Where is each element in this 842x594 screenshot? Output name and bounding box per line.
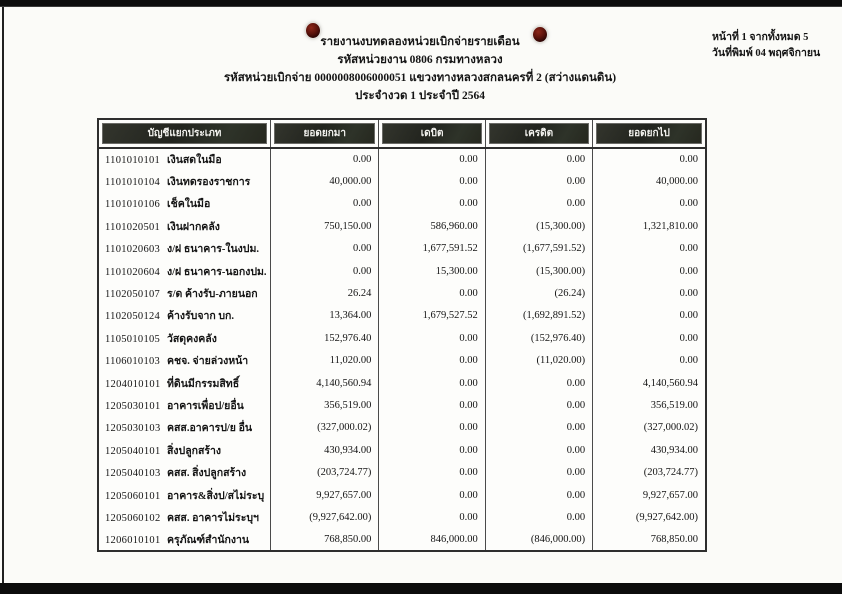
account-cell bbox=[98, 148, 271, 170]
cell-carry-forward: 0.00 bbox=[271, 238, 379, 260]
account-cell bbox=[98, 282, 271, 304]
cell-balance: 356,519.00 bbox=[650, 399, 698, 411]
table-row bbox=[98, 260, 706, 282]
account-cell bbox=[98, 417, 271, 439]
account-code: 1204010101 bbox=[105, 378, 161, 390]
cell-credit: 0.00 bbox=[485, 170, 592, 192]
scan-edge-top bbox=[0, 0, 842, 7]
cell-debit: 0.00 bbox=[379, 417, 485, 439]
account-code: 1102050124 bbox=[105, 311, 161, 323]
cell-credit: 0.00 bbox=[485, 394, 592, 416]
account-code: 1205060102 bbox=[105, 512, 161, 524]
table-row bbox=[98, 484, 706, 506]
account-name: วัสดุคงคลัง bbox=[167, 333, 217, 345]
account-code: 1105010105 bbox=[105, 333, 161, 345]
account-name: คชจ. จ่ายล่วงหน้า bbox=[167, 356, 249, 368]
cell-debit: 0.00 bbox=[379, 350, 485, 372]
cell-balance: 9,927,657.00 bbox=[642, 489, 698, 501]
account-name: ที่ดินมีกรรมสิทธิ์ bbox=[167, 378, 240, 390]
cell-credit: (15,300.00) bbox=[485, 215, 592, 237]
cell-balance: 0.00 bbox=[679, 154, 698, 166]
cell-carry-forward: 0.00 bbox=[271, 148, 379, 170]
cell-carry-forward: 9,927,657.00 bbox=[271, 484, 379, 506]
account-code: 1102050107 bbox=[105, 289, 161, 301]
cell-carry-forward: 26.24 bbox=[271, 282, 379, 304]
account-cell bbox=[98, 372, 271, 394]
account-name: เงินฝากคลัง bbox=[167, 221, 220, 233]
cell-credit: 0.00 bbox=[485, 372, 592, 394]
scan-edge-left bbox=[2, 7, 4, 583]
account-name: คสส. สิ่งปลูกสร้าง bbox=[167, 468, 247, 480]
table-row bbox=[98, 372, 706, 394]
cell-carry-forward: 40,000.00 bbox=[271, 170, 379, 192]
cell-debit: 0.00 bbox=[379, 461, 485, 483]
table-row bbox=[98, 170, 706, 192]
account-name: เงินสดในมือ bbox=[167, 155, 222, 167]
cell-balance: 768,850.00 bbox=[650, 533, 698, 545]
cell-balance: 0.00 bbox=[679, 198, 698, 210]
account-cell bbox=[98, 238, 271, 260]
cell-debit: 15,300.00 bbox=[379, 260, 485, 282]
cell-debit: 0.00 bbox=[379, 327, 485, 349]
cell-credit: 0.00 bbox=[485, 417, 592, 439]
account-name: อาคาร&สิ่งป/สไม่ระบุ bbox=[167, 490, 265, 502]
account-code: 1205040101 bbox=[105, 445, 161, 457]
cell-balance: (327,000.02) bbox=[643, 422, 698, 434]
cell-credit: 0.00 bbox=[485, 439, 592, 461]
cell-balance: 1,321,810.00 bbox=[642, 220, 698, 232]
page-number-text: หน้าที่ 1 จากทั้งหมด 5 bbox=[712, 32, 809, 43]
cell-credit: (152,976.40) bbox=[485, 327, 592, 349]
cell-debit: 846,000.00 bbox=[379, 529, 485, 551]
account-code: 1205060101 bbox=[105, 490, 161, 502]
account-cell bbox=[98, 439, 271, 461]
cell-carry-forward: 750,150.00 bbox=[271, 215, 379, 237]
cell-carry-forward: 0.00 bbox=[271, 260, 379, 282]
report-title: รายงานงบทดลองหน่วยเบิกจ่ายรายเดือน bbox=[320, 36, 520, 48]
account-cell bbox=[98, 350, 271, 372]
table-row bbox=[98, 238, 706, 260]
cell-balance: 4,140,560.94 bbox=[642, 377, 698, 389]
column-header-account bbox=[98, 119, 271, 148]
account-code: 1101010104 bbox=[105, 177, 161, 189]
column-header-chip: ยอดยกไป bbox=[596, 123, 702, 144]
table-row bbox=[98, 327, 706, 349]
cell-debit: 0.00 bbox=[379, 506, 485, 528]
column-header-chip: ยอดยกมา bbox=[274, 123, 375, 144]
table-row bbox=[98, 394, 706, 416]
cell-credit: (1,677,591.52) bbox=[485, 238, 592, 260]
account-code: 1101020603 bbox=[105, 244, 161, 256]
account-cell bbox=[98, 305, 271, 327]
table-row bbox=[98, 350, 706, 372]
cell-carry-forward: 430,934.00 bbox=[271, 439, 379, 461]
cell-carry-forward: 152,976.40 bbox=[271, 327, 379, 349]
table-row bbox=[98, 193, 706, 215]
cell-carry-forward: (327,000.02) bbox=[271, 417, 379, 439]
column-header-carry-forward bbox=[271, 119, 379, 148]
print-date-text: วันที่พิมพ์ 04 พฤศจิกายน bbox=[712, 48, 821, 59]
cell-credit: 0.00 bbox=[485, 193, 592, 215]
cell-balance: 430,934.00 bbox=[650, 444, 698, 456]
account-cell bbox=[98, 215, 271, 237]
table-row bbox=[98, 417, 706, 439]
agency-code-line: รหัสหน่วยงาน 0806 กรมทางหลวง bbox=[337, 54, 503, 66]
account-name: ร/ด ค้างรับ-ภายนอก bbox=[167, 289, 258, 301]
account-cell bbox=[98, 260, 271, 282]
table-row bbox=[98, 529, 706, 551]
cell-carry-forward: 11,020.00 bbox=[271, 350, 379, 372]
account-cell bbox=[98, 170, 271, 192]
cell-credit: 0.00 bbox=[485, 148, 592, 170]
table-row bbox=[98, 506, 706, 528]
account-name: อาคารเพื่อป/ยอื่น bbox=[167, 400, 244, 412]
account-code: 1205030101 bbox=[105, 400, 161, 412]
table-row bbox=[98, 461, 706, 483]
cell-debit: 586,960.00 bbox=[379, 215, 485, 237]
cell-debit: 0.00 bbox=[379, 439, 485, 461]
account-code: 1101020501 bbox=[105, 221, 161, 233]
account-name: เช็คในมือ bbox=[167, 199, 211, 211]
cell-carry-forward: 4,140,560.94 bbox=[271, 372, 379, 394]
period-line: ประจำงวด 1 ประจำปี 2564 bbox=[355, 90, 485, 102]
account-code: 1101010106 bbox=[105, 199, 161, 211]
account-code: 1206010101 bbox=[105, 534, 161, 546]
account-code: 1205040103 bbox=[105, 468, 161, 480]
account-name: ง/ฝ ธนาคาร-นอกงปม. bbox=[167, 266, 267, 278]
cell-debit: 0.00 bbox=[379, 484, 485, 506]
cell-debit: 0.00 bbox=[379, 394, 485, 416]
cell-credit: (846,000.00) bbox=[485, 529, 592, 551]
cell-carry-forward: 0.00 bbox=[271, 193, 379, 215]
cell-debit: 0.00 bbox=[379, 282, 485, 304]
column-header-debit bbox=[379, 119, 485, 148]
account-code: 1101010101 bbox=[105, 155, 161, 167]
account-name: คสส. อาคารไม่ระบุฯ bbox=[167, 512, 259, 524]
table-row bbox=[98, 282, 706, 304]
column-header-chip: เครดิต bbox=[489, 123, 589, 144]
cell-balance: 0.00 bbox=[679, 243, 698, 255]
account-cell bbox=[98, 506, 271, 528]
column-header-chip: เดบิต bbox=[382, 123, 481, 144]
column-header-chip: บัญชีแยกประเภท bbox=[102, 123, 267, 144]
trial-balance-table bbox=[97, 118, 707, 552]
account-name: ครุภัณฑ์สำนักงาน bbox=[167, 534, 250, 546]
cell-carry-forward: (203,724.77) bbox=[271, 461, 379, 483]
cell-debit: 0.00 bbox=[379, 170, 485, 192]
account-name: เงินทดรองราชการ bbox=[167, 177, 251, 189]
account-cell bbox=[98, 193, 271, 215]
cell-balance: 40,000.00 bbox=[656, 176, 698, 188]
cell-balance: 0.00 bbox=[679, 310, 698, 322]
column-header-credit bbox=[485, 119, 592, 148]
account-name: ง/ฝ ธนาคาร-ในงปม. bbox=[167, 244, 260, 256]
account-cell bbox=[98, 327, 271, 349]
cell-balance: 0.00 bbox=[679, 288, 698, 300]
cell-balance: 0.00 bbox=[679, 355, 698, 367]
account-cell bbox=[98, 529, 271, 551]
table-row bbox=[98, 305, 706, 327]
cell-credit: (11,020.00) bbox=[485, 350, 592, 372]
account-name: ค้างรับจาก บก. bbox=[167, 311, 235, 323]
account-name: สิ่งปลูกสร้าง bbox=[167, 445, 222, 457]
cell-debit: 0.00 bbox=[379, 193, 485, 215]
account-cell bbox=[98, 461, 271, 483]
cell-credit: 0.00 bbox=[485, 461, 592, 483]
cell-credit: (1,692,891.52) bbox=[485, 305, 592, 327]
cell-carry-forward: (9,927,642.00) bbox=[271, 506, 379, 528]
table-row bbox=[98, 439, 706, 461]
cell-balance: 0.00 bbox=[679, 332, 698, 344]
account-code: 1106010103 bbox=[105, 356, 161, 368]
cell-credit: 0.00 bbox=[485, 506, 592, 528]
table-header-row bbox=[98, 119, 706, 148]
page-meta bbox=[712, 30, 837, 62]
cell-credit: (15,300.00) bbox=[485, 260, 592, 282]
account-cell bbox=[98, 394, 271, 416]
cell-carry-forward: 356,519.00 bbox=[271, 394, 379, 416]
cell-balance: (203,724.77) bbox=[643, 467, 698, 479]
cell-carry-forward: 768,850.00 bbox=[271, 529, 379, 551]
account-code: 1205030103 bbox=[105, 423, 161, 435]
report-header bbox=[120, 36, 720, 108]
disbursing-unit-line: รหัสหน่วยเบิกจ่าย 0000008006000051 แขวงทางหลวงสกลนครที่ 2 (สว่างแดนดิน) bbox=[223, 72, 617, 84]
cell-carry-forward: 13,364.00 bbox=[271, 305, 379, 327]
cell-balance: (9,927,642.00) bbox=[635, 511, 698, 523]
account-code: 1101020604 bbox=[105, 266, 161, 278]
cell-balance: 0.00 bbox=[679, 265, 698, 277]
cell-credit: 0.00 bbox=[485, 484, 592, 506]
cell-debit: 1,677,591.52 bbox=[379, 238, 485, 260]
table-row bbox=[98, 148, 706, 170]
cell-debit: 0.00 bbox=[379, 372, 485, 394]
cell-debit: 1,679,527.52 bbox=[379, 305, 485, 327]
cell-credit: (26.24) bbox=[485, 282, 592, 304]
account-cell bbox=[98, 484, 271, 506]
scan-edge-bottom bbox=[0, 583, 842, 594]
cell-debit: 0.00 bbox=[379, 148, 485, 170]
account-name: คสส.อาคารป/ย อื่น bbox=[167, 423, 253, 435]
column-header-balance bbox=[593, 119, 706, 148]
table-row bbox=[98, 215, 706, 237]
